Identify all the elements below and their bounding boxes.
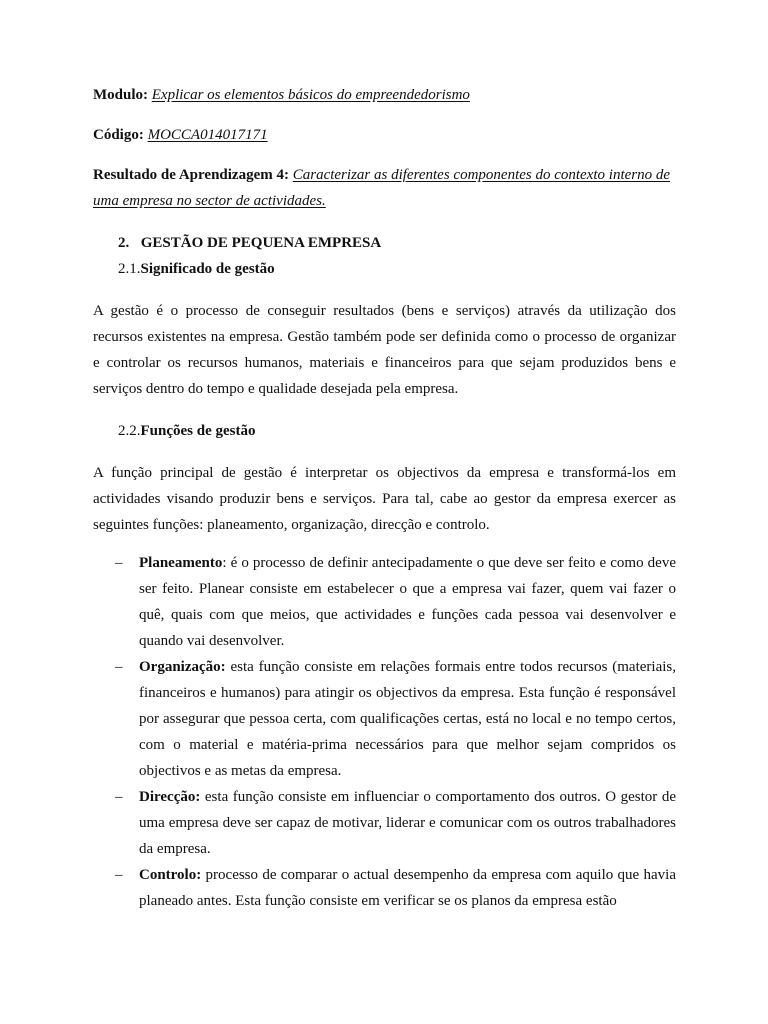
resultado-label: Resultado de Aprendizagem 4:	[93, 167, 289, 183]
section-title: GESTÃO DE PEQUENA EMPRESA	[140, 235, 382, 251]
function-term: Controlo:	[139, 867, 202, 883]
dash-bullet: –	[115, 789, 123, 805]
function-term: Planeamento	[139, 555, 223, 571]
document-page	[93, 82, 676, 914]
functions-list	[93, 550, 676, 914]
function-term: Organização:	[139, 659, 226, 675]
list-item	[93, 654, 676, 784]
subsection-number: 2.1.	[118, 261, 141, 277]
modulo-label: Modulo:	[93, 87, 149, 103]
list-item	[93, 862, 676, 914]
subsection-number: 2.2.	[118, 423, 141, 439]
modulo-value: Explicar os elementos básicos do empreendedorismo	[151, 87, 470, 103]
resultado-line	[93, 162, 676, 214]
resultado-value: Caracterizar as diferentes componentes do contexto interno de uma empresa no sector de actividades.	[93, 167, 671, 209]
section-number: 2.	[118, 235, 130, 251]
modulo-line	[93, 82, 676, 108]
subsection-heading-2-1	[118, 256, 676, 282]
paragraph-significado: A gestão é o processo de conseguir resultados (bens e serviços) através da utilização dos recursos existentes na empresa. Gestão também pode ser definida como o processo de organizar e controlar os recursos humanos, materiais e financeiros para que sejam produzidos bens e serviços dentro do tempo e qualidade desejada pela empresa.	[93, 303, 676, 397]
paragraph-funcoes: A função principal de gestão é interpretar os objectivos da empresa e transformá-los em actividades visando produzir bens e serviços. Para tal, cabe ao gestor da empresa exercer as seguintes funções: planeamento, organização, direcção e controlo.	[93, 465, 676, 533]
subsection-heading-2-2	[118, 418, 676, 444]
function-term: Direcção:	[139, 789, 201, 805]
subsection-title: Significado de gestão	[140, 261, 275, 277]
codigo-label: Código:	[93, 127, 144, 143]
codigo-line	[93, 122, 676, 148]
dash-bullet: –	[115, 867, 123, 883]
function-text: esta função consiste em influenciar o comportamento dos outros. O gestor de uma empresa deve ser capaz de motivar, liderar e comunicar com os outros trabalhadores da empresa.	[139, 789, 676, 857]
dash-bullet: –	[115, 659, 123, 675]
list-item	[93, 550, 676, 654]
function-text: processo de comparar o actual desempenho da empresa com aquilo que havia planeado antes. Esta função consiste em verificar se os planos da empresa estão	[139, 867, 676, 909]
function-text: esta função consiste em relações formais entre todos recursos (materiais, financeiros e humanos) para atingir os objectivos da empresa. Esta função é responsável por assegurar que pessoa certa, com qualificações certas, está no local e no tempo certos, com o material e matéria-prima necessários para que melhor sejam compridos os objectivos e as metas da empresa.	[139, 659, 676, 779]
list-item	[93, 784, 676, 862]
dash-bullet: –	[115, 555, 123, 571]
function-text: : é o processo de definir antecipadamente o que deve ser feito e como deve ser feito. Planear consiste em estabelecer o que a empresa vai fazer, quem vai fazer o quê, quais com que meios, que actividades e funções cada pessoa vai desenvolver e quando vai desenvolver.	[139, 555, 676, 649]
codigo-value: MOCCA014017171	[147, 127, 268, 143]
subsection-title: Funções de gestão	[140, 423, 256, 439]
section-heading	[118, 230, 676, 256]
